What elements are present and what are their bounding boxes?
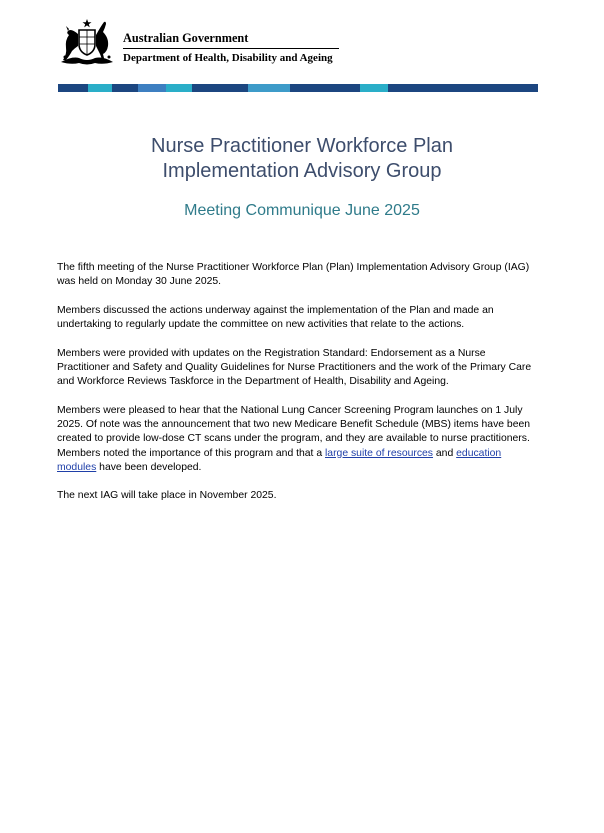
stripe-segment <box>112 84 138 92</box>
text-line: The fifth meeting of the Nurse Practitioner Workforce Plan (Plan) Implementation Advisory Group (IAG) <box>57 262 530 273</box>
stripe-segment <box>388 84 538 92</box>
text-line: Members discussed the actions underway against the implementation of the Plan and made an <box>57 304 494 316</box>
title-line: Implementation Advisory Group <box>162 160 442 182</box>
stripe-segment <box>138 84 166 92</box>
text-line: created to provide low-dose CT scans under the program, and they are available to nurse practitioners. <box>57 433 530 445</box>
text-line <box>57 461 557 475</box>
resources-link[interactable]: large suite of resources <box>325 447 434 459</box>
paragraph-updates <box>57 347 557 390</box>
text-line: 2025. Of note was the announcement that two new Medicare Benefit Schedule (MBS) items have been <box>57 419 531 431</box>
paragraph-screening <box>57 404 557 475</box>
text-fragment: have been developed. <box>96 461 202 473</box>
education-modules-link[interactable]: education <box>456 447 502 459</box>
government-name: Australian Government <box>123 31 339 49</box>
text-line: undertaking to regularly update the committee on new activities that relate to the actions. <box>57 319 465 331</box>
paragraph-next-meeting <box>57 489 557 503</box>
paragraph-meeting <box>57 261 557 289</box>
text-line: Members were pleased to hear that the National Lung Cancer Screening Program launches on 1 July <box>57 404 523 416</box>
paragraph-actions <box>57 304 557 332</box>
text-line: Members were provided with updates on the Registration Standard: Endorsement as a Nurse <box>57 347 486 359</box>
stripe-segment <box>290 84 360 92</box>
text-line: Practitioner and Safety and Quality Guidelines for Nurse Practitioners and the work of the Primary Care <box>57 362 532 374</box>
government-logo <box>57 18 339 66</box>
text-fragment: Members noted the importance of this program and that a <box>57 447 325 459</box>
coat-of-arms-icon <box>57 18 117 66</box>
text-line: The next IAG will take place in November 2025. <box>57 490 277 502</box>
education-modules-link-continued[interactable]: modules <box>57 461 97 473</box>
stripe-segment <box>248 84 290 92</box>
header-color-stripe <box>58 84 538 92</box>
stripe-segment <box>360 84 388 92</box>
title-line: Nurse Practitioner Workforce Plan <box>151 135 453 157</box>
communique-body <box>57 261 557 518</box>
page-title <box>0 134 604 184</box>
page-subtitle: Meeting Communique June 2025 <box>184 202 420 219</box>
text-line <box>57 447 557 461</box>
department-name: Department of Health, Disability and Ageing <box>123 52 333 64</box>
text-line: was held on Monday 30 June 2025. <box>57 276 222 288</box>
text-line: and Workforce Reviews Taskforce in the Department of Health, Disability and Ageing. <box>57 376 449 388</box>
text-fragment: and <box>433 447 457 459</box>
stripe-segment <box>166 84 192 92</box>
stripe-segment <box>88 84 112 92</box>
stripe-segment <box>192 84 248 92</box>
stripe-segment <box>58 84 88 92</box>
